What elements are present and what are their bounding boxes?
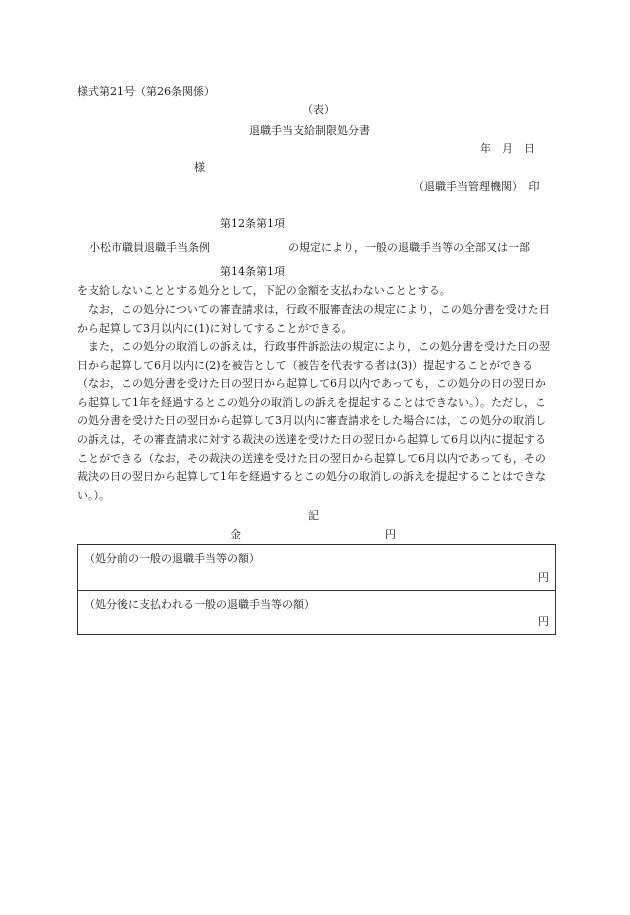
article-option-12: 第12条第1項 — [220, 217, 285, 230]
paragraph-1: を支給しないこととする処分として，下記の金額を支払わないこととする。 — [77, 284, 451, 297]
ordinance-clause: の規定により，一般の退職手当等の全部又は一部 — [288, 241, 530, 254]
addressee-suffix: 様 — [194, 161, 205, 174]
amount-after-label: （処分後に支払われる一般の退職手当等の額） — [84, 598, 315, 611]
amount-before-unit: 円 — [538, 571, 549, 584]
ordinance-name: 小松市職員退職手当条例 — [89, 241, 210, 254]
amount-label: 金 — [230, 528, 241, 541]
document-title: 退職手当支給制限処分書 — [249, 124, 370, 137]
amount-unit: 円 — [385, 528, 396, 541]
paragraph-2: なお，この処分についての審査請求は，行政不服審査法の規定により，この処分書を受けた日から起算して3月以内に(1)に対してすることができる。 — [77, 303, 550, 335]
article-option-14: 第14条第1項 — [220, 265, 285, 278]
paragraph-3: また，この処分の取消しの訴えは，行政事件訴訟法の規定により，この処分書を受けた日の翌日から起算して6月以内に(2)を被告として（被告を代表する者は(3)）提起することができる（なお，この処分書を受けた日の翌日から起算して6月以内であっても，この処分の日の翌日から起算して1年を経過するとこの処分の取消しの訴えを提起することはできない。）。ただし，この処分書を受けた日の翌日から起算して3月以内に審査請求をした場合には，この処分の取消しの訴えは，その審査請求に対する裁決の送達を受けた日の翌日から起算して6月以内に提起することができる（なお，その裁決の送達を受けた日の翌日から起算して6月以内であっても，その裁決の日の翌日から起算して1年を経過するとこの処分の取消しの訴えを提起することはできない。）。 — [77, 340, 550, 502]
amount-before-row — [77, 544, 556, 591]
amount-after-row — [77, 590, 556, 635]
date-line: 年 月 日 — [480, 142, 535, 155]
form-number: 様式第21号（第26条関係） — [77, 85, 215, 98]
amount-before-label: （処分前の一般の退職手当等の額） — [84, 552, 260, 565]
side-label: （表） — [302, 103, 335, 116]
record-heading: 記 — [308, 509, 319, 522]
issuer-line: （退職手当管理機関） 印 — [413, 180, 540, 193]
amount-after-unit: 円 — [538, 615, 549, 628]
